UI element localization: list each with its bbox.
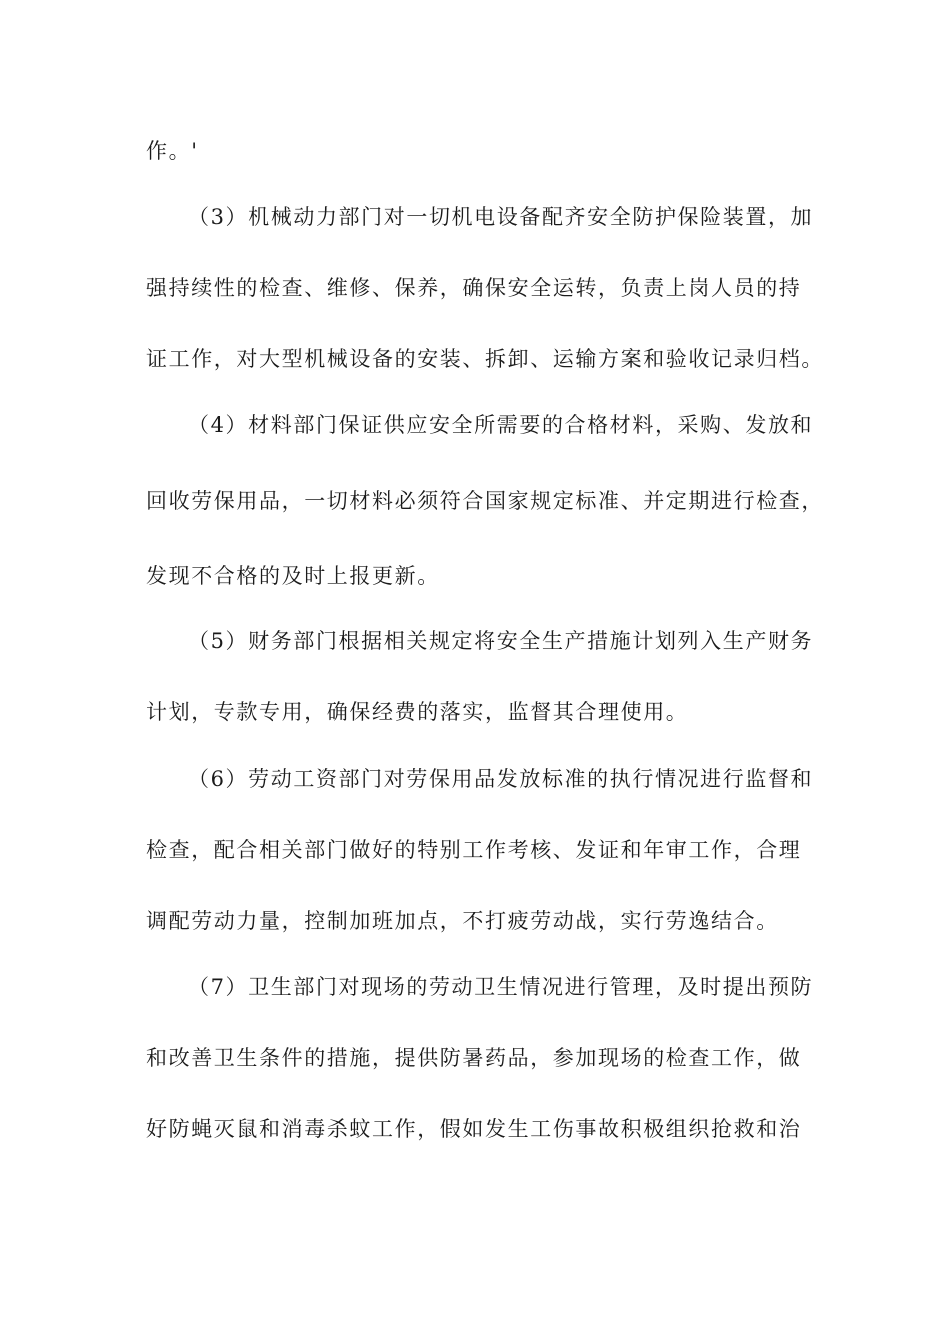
text-line: 强持续性的检查、维修、保养，确保安全运转，负责上岗人员的持 bbox=[146, 276, 802, 300]
text-line: 回收劳保用品，一切材料必须符合国家规定标准、并定期进行检查， bbox=[146, 489, 824, 513]
text-line: 和改善卫生条件的措施，提供防暑药品，参加现场的检查工作，做 bbox=[146, 1046, 802, 1070]
paragraph-4-start: （4）材料部门保证供应安全所需要的合格材料，采购、发放和 bbox=[188, 413, 814, 437]
paragraph-3-start: （3）机械动力部门对一切机电设备配齐安全防护保险装置，加 bbox=[188, 205, 814, 229]
paragraph-5-start: （5）财务部门根据相关规定将安全生产措施计划列入生产财务 bbox=[188, 629, 814, 653]
text-line: 好防蝇灭鼠和消毒杀蚊工作，假如发生工伤事故积极组织抢救和治 bbox=[146, 1117, 802, 1141]
text-line: 作。' bbox=[146, 139, 199, 163]
text-line: 检查，配合相关部门做好的特别工作考核、发证和年审工作，合理 bbox=[146, 838, 802, 862]
paragraph-6-start: （6）劳动工资部门对劳保用品发放标准的执行情况进行监督和 bbox=[188, 767, 814, 791]
text-line: 证工作，对大型机械设备的安装、拆卸、运输方案和验收记录归档。 bbox=[146, 347, 824, 371]
text-line: 计划，专款专用，确保经费的落实，监督其合理使用。 bbox=[146, 700, 689, 724]
paragraph-7-start: （7）卫生部门对现场的劳动卫生情况进行管理，及时提出预防 bbox=[188, 975, 814, 999]
text-line: 发现不合格的及时上报更新。 bbox=[146, 564, 440, 588]
text-line: 调配劳动力量，控制加班加点，不打疲劳动战，实行劳逸结合。 bbox=[146, 909, 779, 933]
